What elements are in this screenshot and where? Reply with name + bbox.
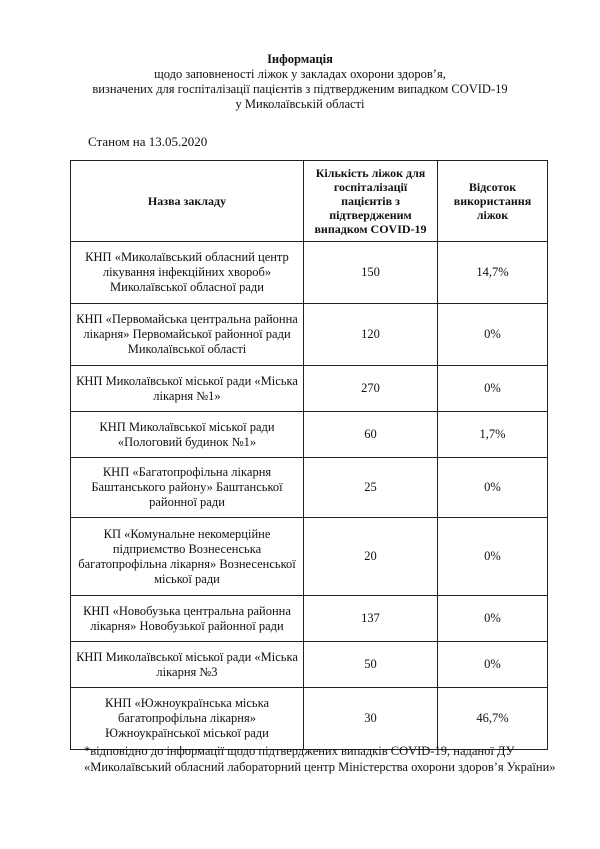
table-row [71, 458, 548, 518]
facility-name-cell: КНП «Первомайська центральна районна лікарня» Первомайської районної ради Миколаївської області [71, 304, 304, 366]
beds-table [70, 160, 548, 750]
bed-count-cell: 137 [304, 596, 438, 642]
bed-count-cell: 270 [304, 366, 438, 412]
usage-percent-cell: 0% [438, 304, 548, 366]
table-row [71, 304, 548, 366]
usage-percent-cell: 14,7% [438, 242, 548, 304]
usage-percent-cell: 0% [438, 596, 548, 642]
column-header-bed-count: Кількість ліжок для госпіталізації пацієнтів з підтвердженим випадком COVID-19 [304, 161, 438, 242]
title-line: Інформація [267, 52, 333, 66]
title-line: щодо заповненості ліжок у закладах охорони здоров’я, [154, 67, 446, 81]
table-header-row [71, 161, 548, 242]
bed-count-cell: 150 [304, 242, 438, 304]
facility-name-cell: КНП Миколаївської міської ради «Міська лікарня №1» [71, 366, 304, 412]
table-row [71, 688, 548, 750]
table-row [71, 412, 548, 458]
as-of-date: Станом на 13.05.2020 [88, 134, 208, 149]
usage-percent-cell: 0% [438, 366, 548, 412]
column-header-usage-percent: Відсоток використання ліжок [438, 161, 548, 242]
bed-count-cell: 25 [304, 458, 438, 518]
footnote: *відповідно до інформації щодо підтверджених випадків COVID-19, наданої ДУ «Миколаївський обласний лабораторний центр Міністерства охорони здоров’я України» [84, 744, 556, 774]
bed-count-cell: 60 [304, 412, 438, 458]
bed-count-cell: 30 [304, 688, 438, 750]
title-line: у Миколаївській області [235, 97, 365, 111]
document-title [0, 52, 600, 112]
bed-count-cell: 20 [304, 518, 438, 596]
usage-percent-cell: 46,7% [438, 688, 548, 750]
table-row [71, 642, 548, 688]
facility-name-cell: КНП Миколаївської міської ради «Міська лікарня №3 [71, 642, 304, 688]
column-header-facility: Назва закладу [71, 161, 304, 242]
table-row [71, 518, 548, 596]
facility-name-cell: КНП «Миколаївський обласний центр лікування інфекційних хвороб» Миколаївської обласної ради [71, 242, 304, 304]
bed-count-cell: 50 [304, 642, 438, 688]
bed-count-cell: 120 [304, 304, 438, 366]
table-row [71, 366, 548, 412]
usage-percent-cell: 1,7% [438, 412, 548, 458]
facility-name-cell: КНП «Багатопрофільна лікарня Баштанського району» Баштанської районної ради [71, 458, 304, 518]
facility-name-cell: КНП «Новобузька центральна районна лікарня» Новобузької районної ради [71, 596, 304, 642]
usage-percent-cell: 0% [438, 518, 548, 596]
facility-name-cell: КП «Комунальне некомерційне підприємство Вознесенська багатопрофільна лікарня» Вознесенської міської ради [71, 518, 304, 596]
usage-percent-cell: 0% [438, 642, 548, 688]
table-row [71, 242, 548, 304]
title-line: визначених для госпіталізації пацієнтів з підтвердженим випадком COVID-19 [92, 82, 508, 96]
table-row [71, 596, 548, 642]
usage-percent-cell: 0% [438, 458, 548, 518]
facility-name-cell: КНП «Южноукраїнська міська багатопрофільна лікарня» Южноукраїнської міської ради [71, 688, 304, 750]
facility-name-cell: КНП Миколаївської міської ради «Пологовий будинок №1» [71, 412, 304, 458]
